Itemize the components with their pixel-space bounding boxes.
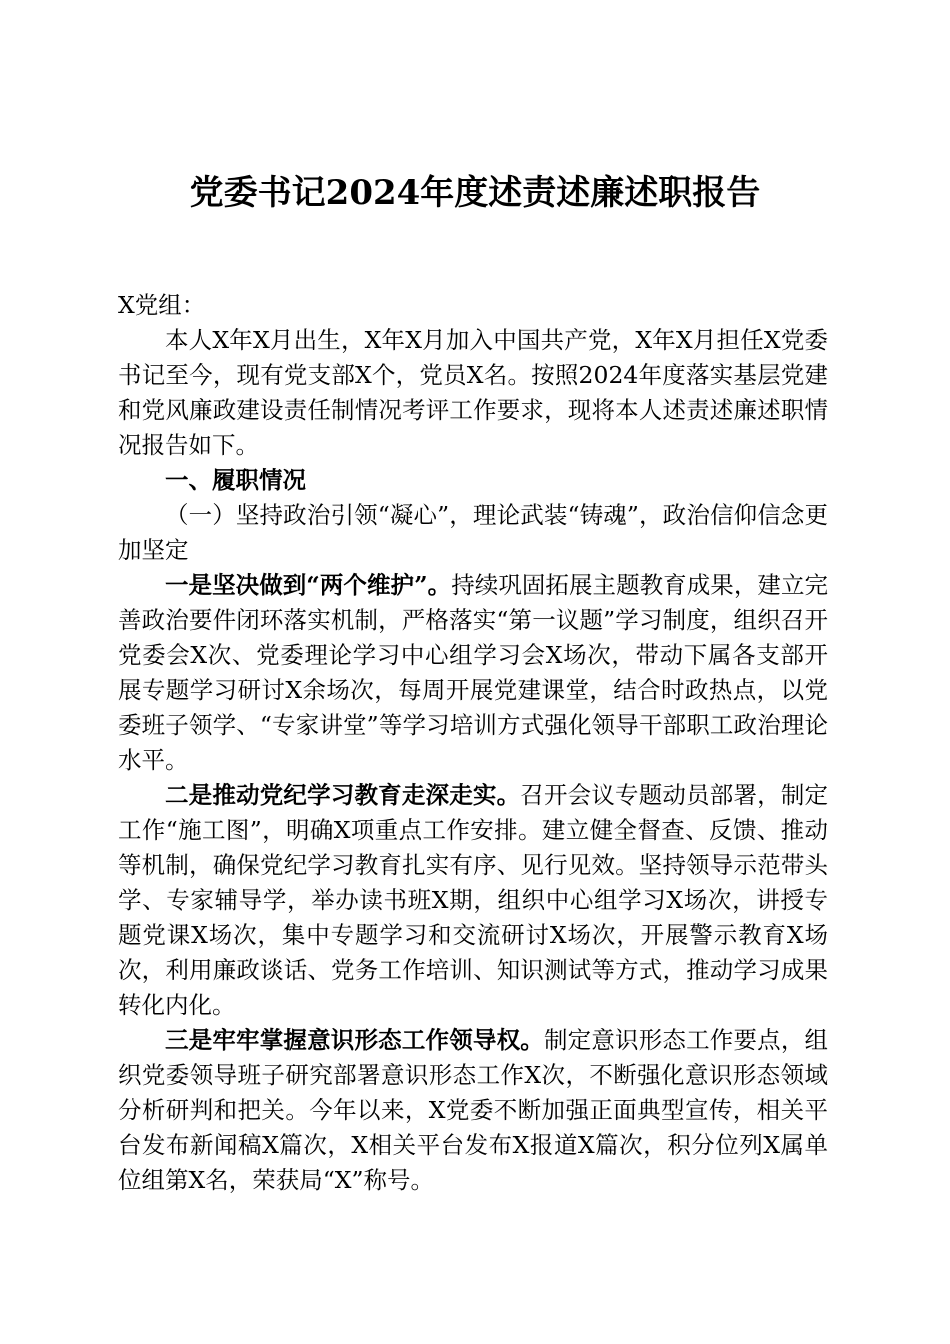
section-heading: 一、履职情况 [165,466,306,494]
document-title: 党委书记2024年度述责述廉述职报告 [189,173,761,213]
salutation: X党组： [118,291,206,319]
document-body [118,288,828,1198]
paragraph-one-lead: 一是坚决做到“两个维护”。 [165,571,452,599]
intro-paragraph: 本人X年X月出生，X年X月加入中国共产党，X年X月担任X党委书记至今，现有党支部X个，党员X名。按照2024年度落实基层党建和党风廉政建设责任制情况考评工作要求，现将本人述责述廉述职情况报告如下。 [118,326,828,459]
paragraph-two-text: 召开会议专题动员部署，制定工作“施工图”，明确X项重点工作安排。建立健全督查、反馈、推动等机制，确保党纪学习教育扎实有序、见行见效。坚持领导示范带头学、专家辅导学，举办读书班X期，组织中心组学习X场次，讲授专题党课X场次，集中专题学习和交流研讨X场次，开展警示教育X场次，利用廉政谈话、党务工作培训、知识测试等方式，推动学习成果转化内化。 [118,781,829,1019]
paragraph-two-lead: 二是推动党纪学习教育走深走实。 [165,781,521,809]
paragraph-two [118,778,828,1023]
paragraph-three-text: 制定意识形态工作要点，组织党委领导班子研究部署意识形态工作X次，不断强化意识形态领域分析研判和把关。今年以来，X党委不断加强正面典型宣传，相关平台发布新闻稿X篇次，X相关平台发布X报道X篇次，积分位列X属单位组第X名，荣获局“X”称号。 [118,1026,829,1194]
subsection-heading: （一）坚持政治引领“凝心”，理论武装“铸魂”，政治信仰信念更加坚定 [118,501,828,564]
paragraph-three-lead: 三是牢牢掌握意识形态工作领导权。 [165,1026,544,1054]
paragraph-one [118,568,828,778]
paragraph-three [118,1023,828,1198]
paragraph-one-text: 持续巩固拓展主题教育成果，建立完善政治要件闭环落实机制，严格落实“第一议题”学习制度，组织召开党委会X次、党委理论学习中心组学习会X场次，带动下属各支部开展专题学习研讨X余场次，每周开展党建课堂，结合时政热点，以党委班子领学、“专家讲堂”等学习培训方式强化领导干部职工政治理论水平。 [118,571,828,774]
